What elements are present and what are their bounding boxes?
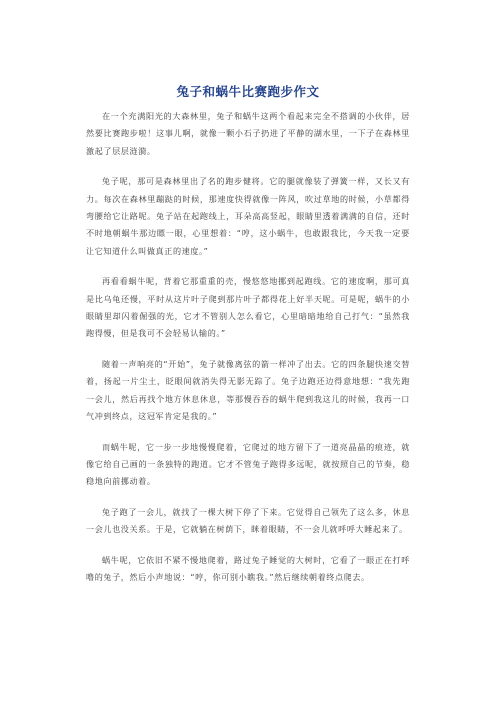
document-body	[86, 108, 410, 599]
paragraph-4: 随着一声响亮的“开始”，兔子就像离弦的箭一样冲了出去。它的四条腿快速交替着，扬起一片尘土，眨眼间就消失得无影无踪了。兔子边跑还边得意地想：“我先跑一会儿，然后再找个地方休息休息，等那慢吞吞的蜗牛爬到我这儿的时候，我再一口气冲到终点，这冠军肯定是我的。”	[86, 358, 410, 422]
paragraph-1: 在一个充满阳光的大森林里，兔子和蜗牛这两个看起来完全不搭调的小伙伴，居然要比赛跑步啦！这事儿啊，就像一颗小石子扔进了平静的湖水里，一下子在森林里激起了层层涟漪。	[86, 111, 410, 156]
paragraph-5: 而蜗牛呢，它一步一步地慢慢爬着，它爬过的地方留下了一道亮晶晶的痕迹，就像它给自己画的一条独特的跑道。它才不管兔子跑得多远呢，就按照自己的节奏，稳稳地向前挪动着。	[86, 441, 410, 487]
paragraph-6: 兔子跑了一会儿，就找了一棵大树下停了下来。它觉得自己领先了这么多，休息一会儿也没关系。于是，它就躺在树荫下，眯着眼睛，不一会儿就呼呼大睡起来了。	[86, 506, 410, 535]
paragraph-2: 兔子呢，那可是森林里出了名的跑步健将。它的腿就像装了弹簧一样，又长又有力。每次在森林里蹦跶的时候，那速度快得就像一阵风，吹过草地的时候，小草都得弯腰给它让路呢。兔子站在起跑线上，耳朵高高竖起，眼睛里透着满满的自信，还时不时地朝蜗牛那边瞟一眼，心里想着：“哼，这小蜗牛，也敢跟我比，今天我一定要让它知道什么叫做真正的速度。”	[86, 176, 410, 256]
paragraph-3: 再看看蜗牛呢，背着它那重重的壳，慢悠悠地挪到起跑线。它的速度啊，那可真是比乌龟还慢，平时从这片叶子爬到那片叶子都得花上好半天呢。可是呢，蜗牛的小眼睛里却闪着倔强的光，它才不管别人怎么看它，心里暗暗地给自己打气：“虽然我跑得慢，但是我可不会轻易认输的。”	[86, 276, 410, 339]
paragraph-7: 蜗牛呢，它依旧不紧不慢地爬着，路过兔子睡觉的大树时，它看了一眼正在打呼噜的兔子，然后小声地说：“哼，你可别小瞧我。”然后继续朝着终点爬去。	[86, 554, 410, 582]
document-title: 兔子和蜗牛比赛跑步作文	[176, 84, 320, 99]
